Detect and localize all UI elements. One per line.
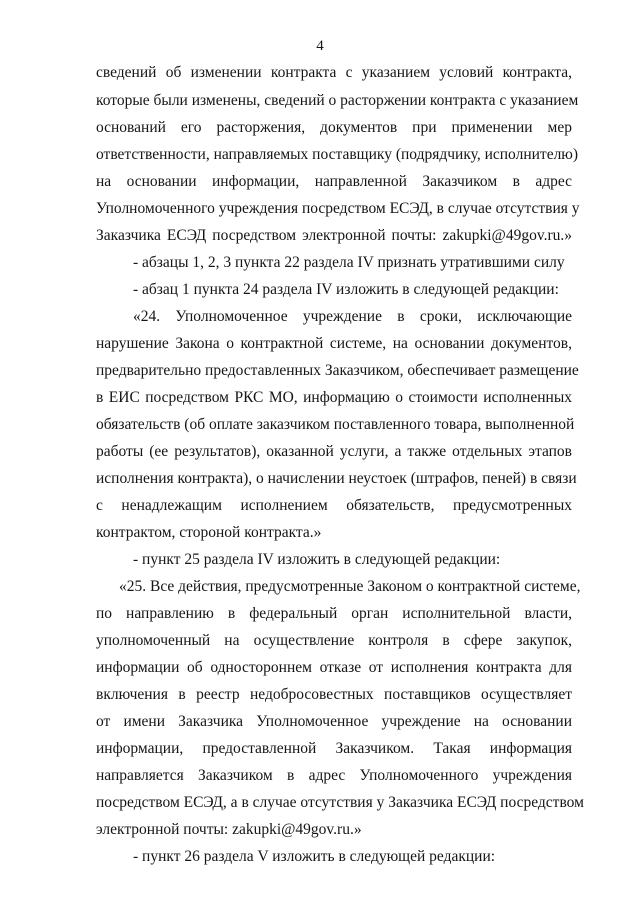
text-line: от имени Заказчика Уполномоченное учреждение на основании — [96, 713, 572, 730]
text-line: - абзацы 1, 2, 3 пункта 22 раздела IV признать утратившими силу — [133, 254, 565, 271]
text-line: посредством ЕСЭД, а в случае отсутствия у Заказчика ЕСЭД посредством — [96, 794, 584, 811]
text-line: информации об одностороннем отказе от исполнения контракта для — [96, 659, 572, 676]
text-line: ответственности, направляемых поставщику (подрядчику, исполнителю) — [96, 146, 579, 163]
text-line: исполнения контракта), о начислении неустоек (штрафов, пеней) в связи — [96, 470, 577, 487]
text-line: обязательств (об оплате заказчиком поставленного товара, выполненной — [96, 416, 575, 433]
text-line: в ЕИС посредством РКС МО, информацию о стоимости исполненных — [96, 389, 572, 406]
text-line: работы (ее результатов), оказанной услуги, а также отдельных этапов — [96, 443, 572, 460]
text-line: - абзац 1 пункта 24 раздела IV изложить в следующей редакции: — [133, 281, 559, 298]
text-line: - пункт 26 раздела V изложить в следующей редакции: — [133, 848, 496, 865]
text-line: уполномоченный на осуществление контроля в сфере закупок, — [96, 632, 572, 649]
text-line: электронной почты: zakupki@49gov.ru.» — [96, 821, 362, 838]
text-line: предварительно предоставленных Заказчиком, обеспечивает размещение — [96, 362, 579, 379]
text-line: по направлению в федеральный орган исполнительной власти, — [96, 605, 572, 622]
text-line: с ненадлежащим исполнением обязательств, предусмотренных — [96, 497, 572, 514]
text-line: «25. Все действия, предусмотренные Законом о контрактной системе, — [119, 578, 581, 595]
text-line: направляется Заказчиком в адрес Уполномоченного учреждения — [96, 767, 572, 784]
text-line: Уполномоченного учреждения посредством ЕСЭД, в случае отсутствия у — [96, 200, 580, 217]
page-number: 4 — [316, 38, 324, 54]
text-line: оснований его расторжения, документов при применении мер — [96, 119, 572, 136]
text-line: контрактом, стороной контракта.» — [96, 524, 322, 541]
text-line: - пункт 25 раздела IV изложить в следующей редакции: — [133, 551, 501, 568]
text-line: «24. Уполномоченное учреждение в сроки, исключающие — [133, 308, 572, 325]
text-line: Заказчика ЕСЭД посредством электронной почты: zakupki@49gov.ru.» — [96, 227, 572, 244]
text-line: включения в реестр недобросовестных поставщиков осуществляет — [96, 686, 572, 703]
text-line: на основании информации, направленной Заказчиком в адрес — [96, 173, 572, 190]
text-line: которые были изменены, сведений о расторжении контракта с указанием — [96, 92, 579, 109]
text-line: информации, предоставленной Заказчиком. Такая информация — [96, 740, 572, 757]
text-line: нарушение Закона о контрактной системе, на основании документов, — [96, 335, 572, 352]
text-line: сведений об изменении контракта с указанием условий контракта, — [96, 64, 572, 81]
